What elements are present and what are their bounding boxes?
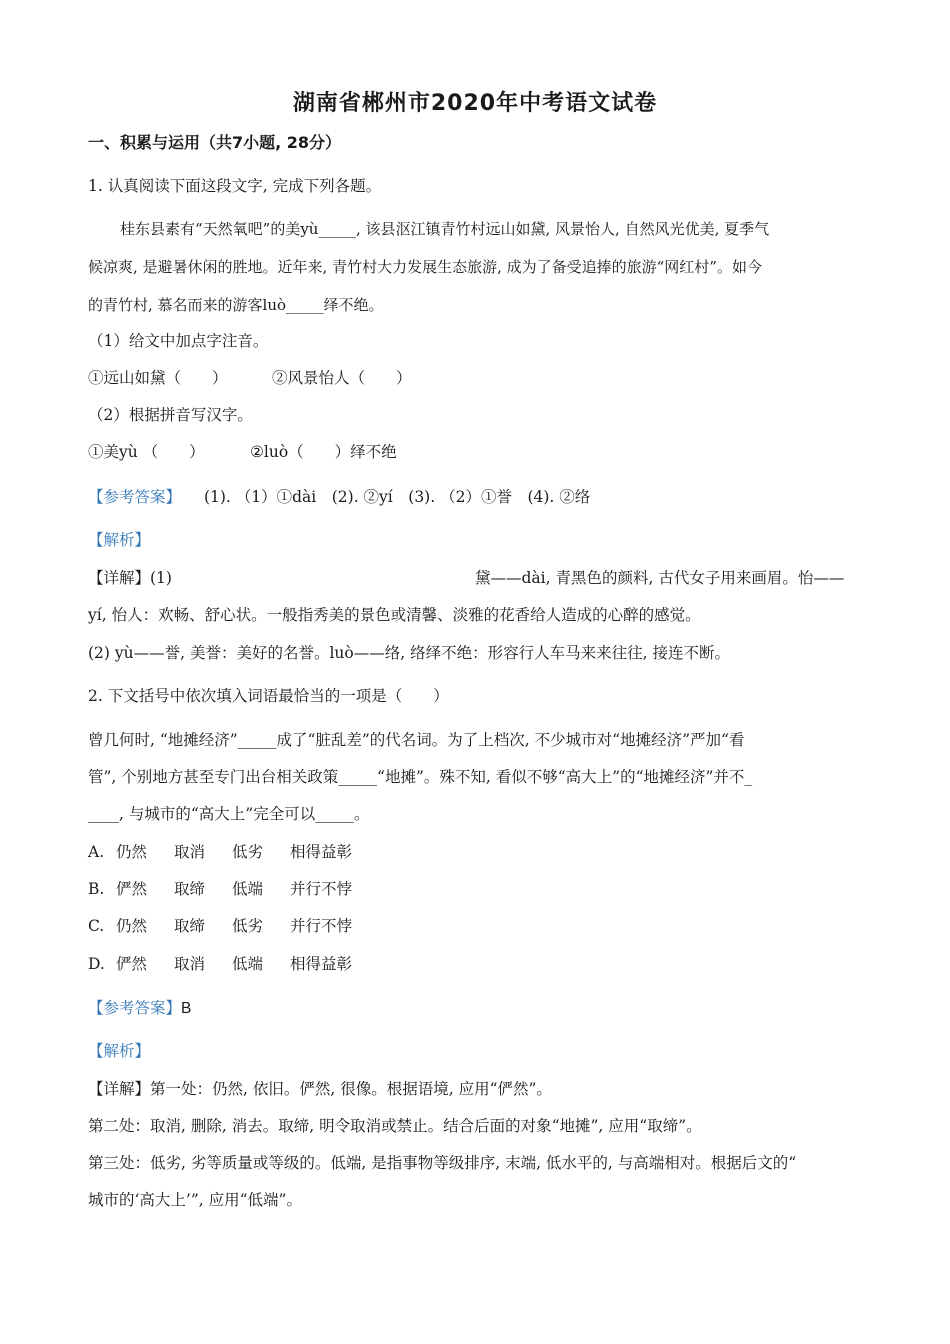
option-word: 低劣 <box>232 917 264 935</box>
q2-detail-line4: 城市的‘高大上’”, 应用“低端”。 <box>88 1191 302 1209</box>
option-word: 相得益彰 <box>290 843 353 861</box>
option-letter: C. <box>88 917 105 935</box>
q2-analysis-label: 【解析】 <box>88 1042 151 1060</box>
q1-stem: 1. 认真阅读下面这段文字, 完成下列各题。 <box>88 177 382 195</box>
q1-answer-text: (1). （1）①dài (2). ②yí (3). （2）①誉 (4). ②络 <box>203 488 591 506</box>
q1-answer-row <box>88 486 590 508</box>
option-word: 俨然 <box>116 880 148 898</box>
option-word: 取缔 <box>174 880 206 898</box>
option-letter: D. <box>88 955 105 973</box>
q1-detail-label: 【详解】(1) <box>88 569 172 587</box>
option-word: 并行不悖 <box>290 880 353 898</box>
q2-answer-row <box>88 997 191 1020</box>
q1-passage-line1: 桂东县素有“天然氧吧”的美yù_____, 该县沤江镇青竹村远山如黛, 风景怡人, 自然风光优美, 夏季气 <box>120 220 770 238</box>
q1-subquestion-1: （1）给文中加点字注音。 <box>88 332 269 350</box>
option-word: 仍然 <box>116 843 148 861</box>
option-word: 取消 <box>174 843 206 861</box>
q1-analysis-label: 【解析】 <box>88 531 151 549</box>
option-word: 并行不悖 <box>290 917 353 935</box>
option-word: 低端 <box>232 955 264 973</box>
q2-detail-line1: 【详解】第一处：仍然, 依旧。俨然, 很像。根据语境, 应用“俨然”。 <box>88 1080 552 1098</box>
q1-sub2-item-a: ①美yù （ ） <box>88 443 205 461</box>
q2-answer-label: 【参考答案】 <box>88 999 182 1017</box>
q1-answer-label: 【参考答案】 <box>88 488 182 506</box>
q1-detail-line1: 黛——dài, 青黑色的颜料, 古代女子用来画眉。怡—— <box>475 569 845 587</box>
q2-detail-line2: 第二处：取消, 删除, 消去。取缔, 明令取消或禁止。结合后面的对象“地摊”, 应用“取缔”。 <box>88 1117 702 1135</box>
q2-stem: 2. 下文括号中依次填入词语最恰当的一项是（ ） <box>88 687 449 705</box>
option-word: 取缔 <box>174 917 206 935</box>
option-word: 俨然 <box>116 955 148 973</box>
q2-para-line3: ____, 与城市的“高大上”完全可以_____。 <box>88 805 370 823</box>
q2-option-c <box>88 915 352 937</box>
q1-subquestion-2: （2）根据拼音写汉字。 <box>88 406 253 424</box>
q2-option-a <box>88 841 352 863</box>
page-title: 湖南省郴州市2020年中考语文试卷 <box>292 91 658 116</box>
q2-option-d <box>88 953 352 975</box>
option-word: 低端 <box>232 880 264 898</box>
q1-sub1-item-b: ②风景怡人（ ） <box>272 369 412 387</box>
option-word: 相得益彰 <box>290 955 353 973</box>
section-heading: 一、积累与运用（共7小题, 28分） <box>88 133 342 152</box>
q1-passage-line3: 的青竹村, 慕名而来的游客luò_____绎不绝。 <box>88 296 384 314</box>
option-word: 低劣 <box>232 843 264 861</box>
q1-sub1-item-a: ①远山如黛（ ） <box>88 369 228 387</box>
option-word: 取消 <box>174 955 206 973</box>
q1-detail-line3: (2) yù——誉, 美誉：美好的名誉。luò——络, 络绎不绝：形容行人车马来来往往, 接连不断。 <box>88 644 730 662</box>
option-letter: A. <box>88 843 105 861</box>
q2-answer-value: B <box>181 1000 192 1017</box>
option-word: 仍然 <box>116 917 148 935</box>
q2-para-line2: 管”, 个别地方甚至专门出台相关政策_____“地摊”。殊不知, 看似不够“高大上”的“地摊经济”并不_ <box>88 768 753 786</box>
q2-option-b <box>88 878 352 900</box>
q2-detail-line3: 第三处：低劣, 劣等质量或等级的。低端, 是指事物等级排序, 末端, 低水平的, 与高端相对。根据后文的“ <box>88 1154 797 1172</box>
q1-passage-line2: 候凉爽, 是避暑休闲的胜地。近年来, 青竹村大力发展生态旅游, 成为了备受追捧的旅游“网红村”。如今 <box>88 258 762 276</box>
option-letter: B. <box>88 880 105 898</box>
q1-detail-line2: yí, 怡人：欢畅、舒心状。一般指秀美的景色或清馨、淡雅的花香给人造成的心醉的感觉。 <box>88 606 701 624</box>
q1-sub2-item-b: ②luò（ ）绎不绝 <box>250 443 397 461</box>
q2-para-line1: 曾几何时, “地摊经济”_____成了“脏乱差”的代名词。为了上档次, 不少城市对“地摊经济”严加“看 <box>88 731 745 749</box>
